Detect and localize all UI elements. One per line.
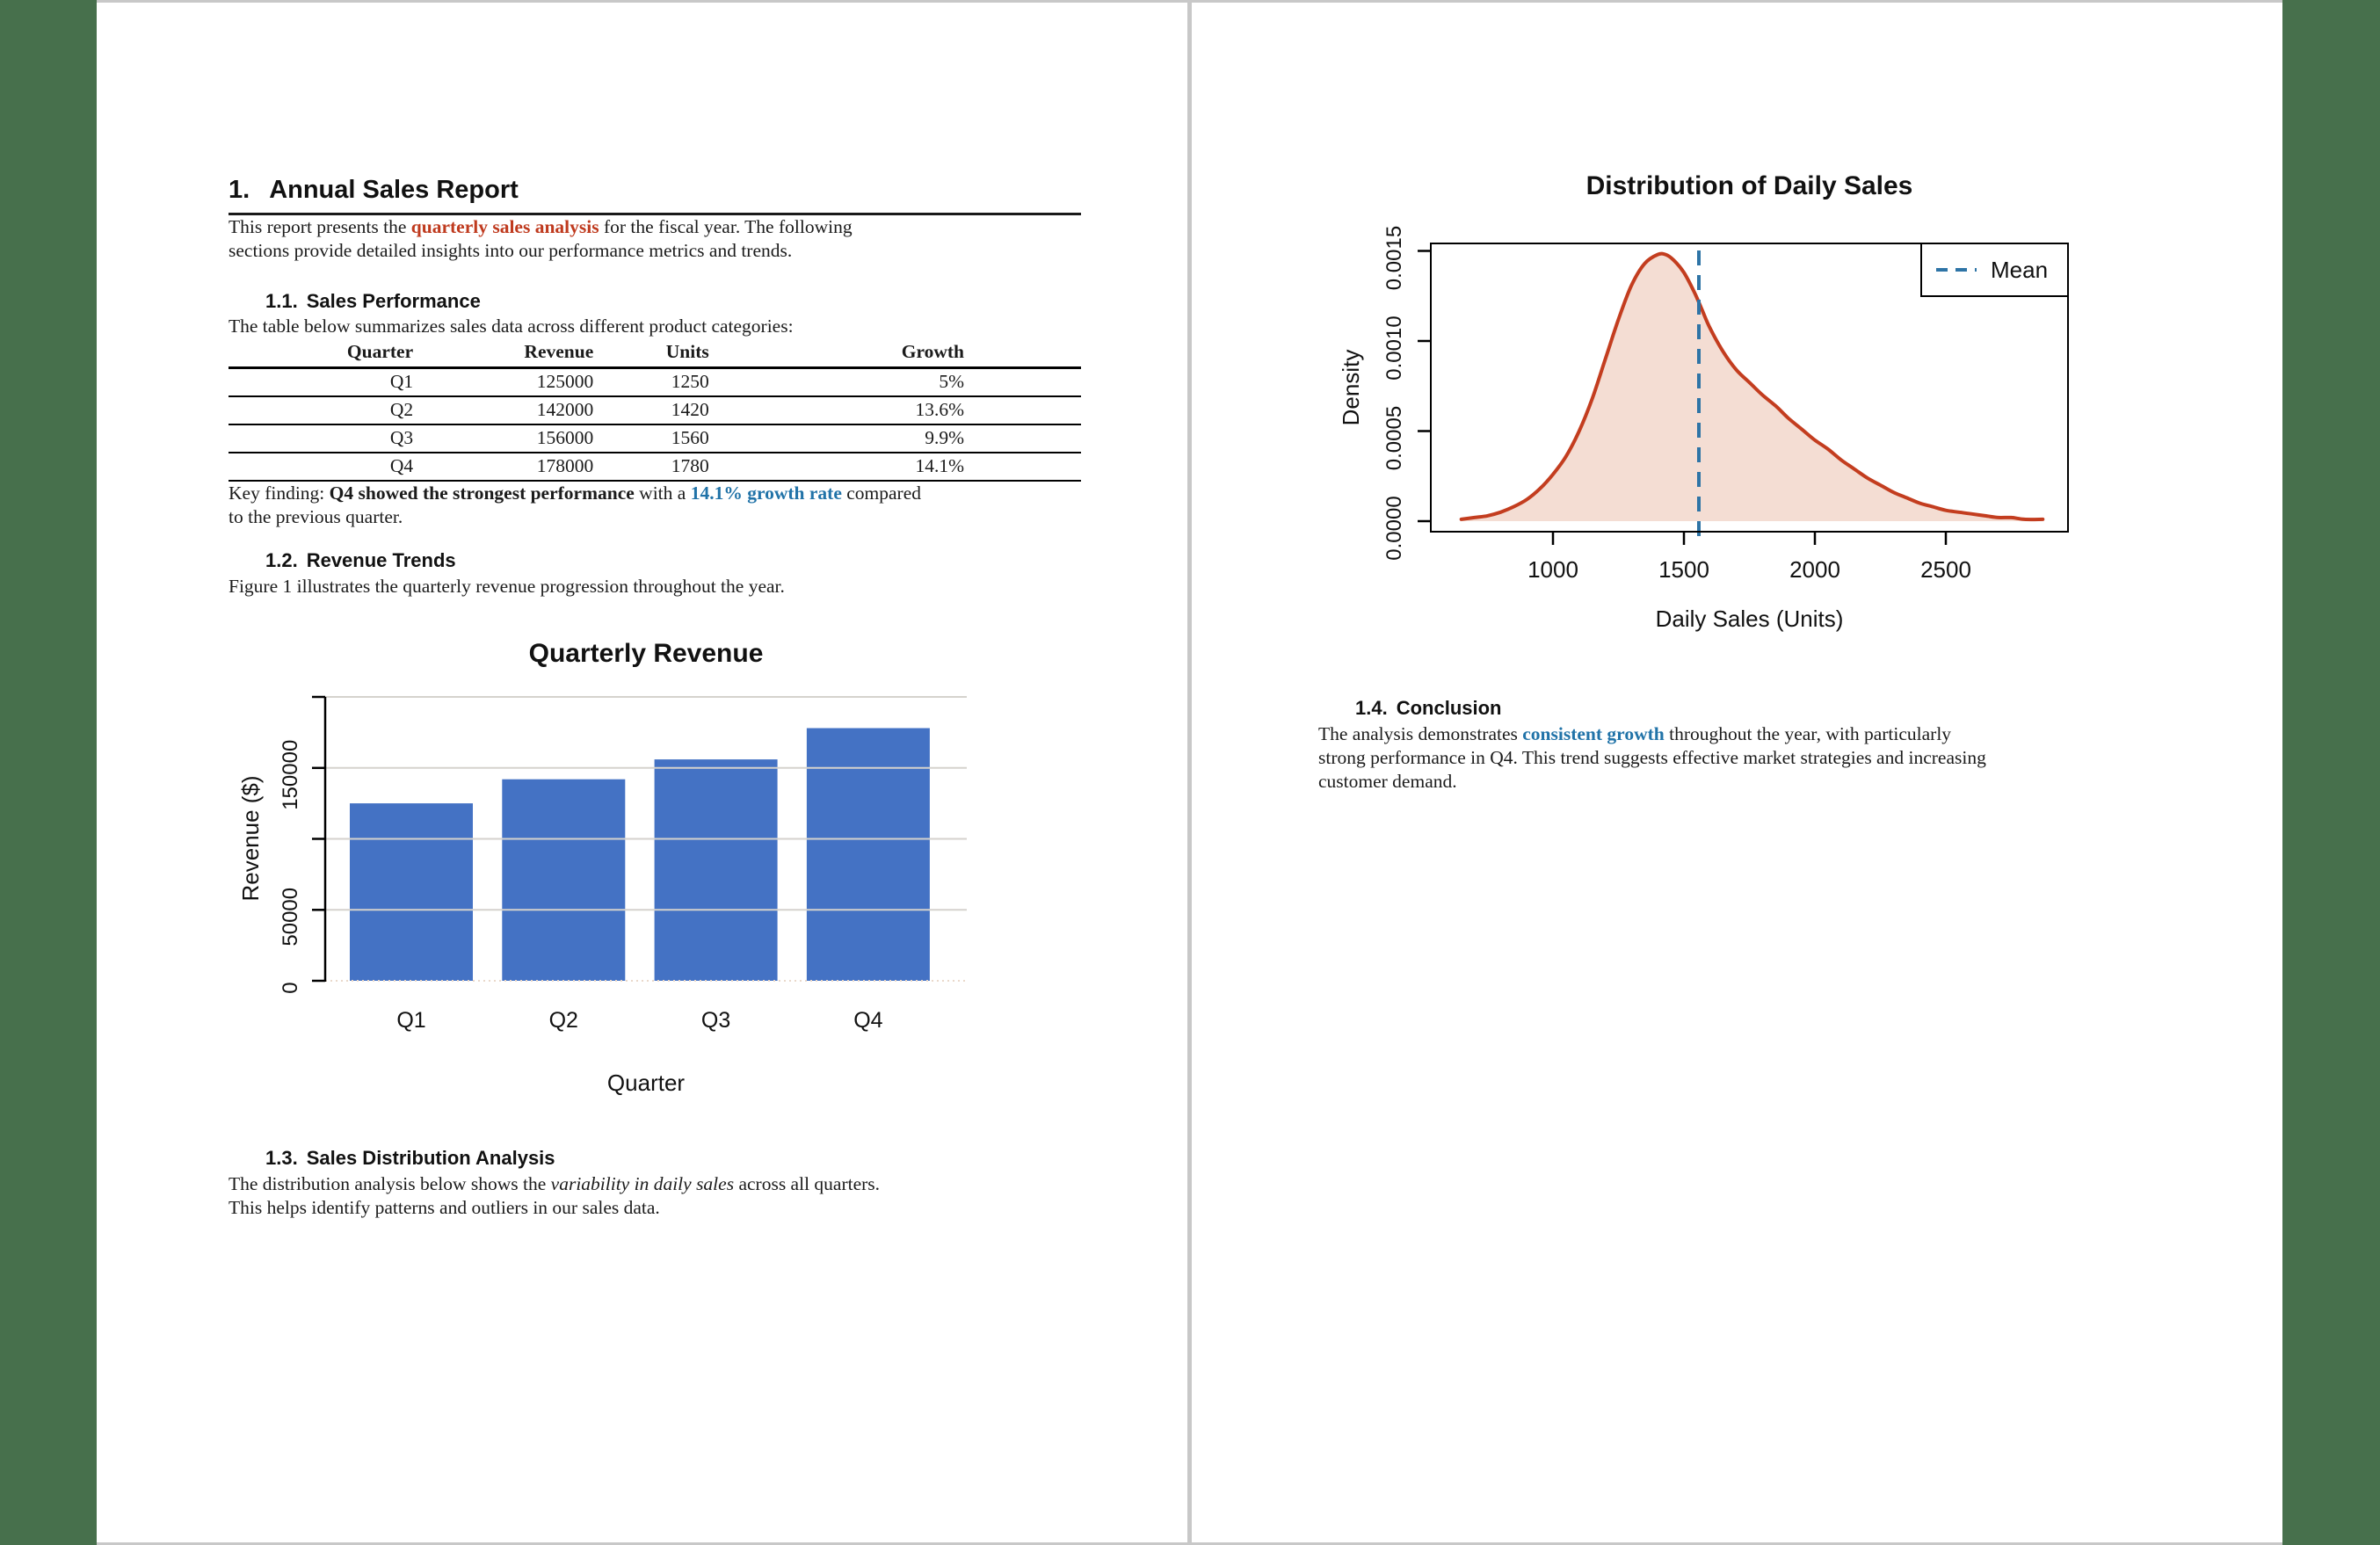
bar-chart-y-axis-label: Revenue ($)	[237, 775, 264, 902]
report-title-text: Annual Sales Report	[269, 176, 519, 204]
section-1-3-heading	[265, 1146, 1081, 1170]
x-tick-label: 1000	[1527, 556, 1578, 583]
x-category-label: Q3	[700, 1008, 731, 1033]
table-cell: 142000	[413, 396, 593, 424]
legend	[1921, 243, 2068, 296]
text-run: Key finding:	[229, 482, 330, 504]
table-cell: Q2	[229, 396, 413, 424]
table-cell: 1250	[593, 368, 708, 397]
sales-table	[229, 340, 1081, 482]
table-cell: 5%	[709, 368, 1081, 397]
pages-row	[97, 0, 2282, 1545]
text-run: with a	[634, 482, 691, 504]
section-1-3-number: 1.3.	[265, 1147, 298, 1169]
text-run: throughout the year, with particularly	[1664, 723, 1952, 744]
daily-sales-distribution-chart	[1338, 170, 2086, 633]
figure-1-caption-paragraph	[229, 575, 1081, 598]
y-tick-label: 0.0010	[1382, 316, 1406, 381]
table-cell: 13.6%	[709, 396, 1081, 424]
section-1-2-title: Revenue Trends	[306, 549, 456, 571]
y-tick-label: 0.0015	[1382, 225, 1406, 291]
conclusion-paragraph	[1318, 722, 2180, 794]
column-header-growth: Growth	[709, 340, 1081, 368]
column-header-revenue: Revenue	[413, 340, 593, 368]
section-1-2-number: 1.2.	[265, 549, 298, 571]
report-title	[229, 175, 1081, 215]
table-cell: 1780	[593, 453, 708, 481]
section-1-2-heading	[265, 548, 1081, 572]
table-cell: Q1	[229, 368, 413, 397]
distribution-intro-paragraph	[229, 1172, 1081, 1220]
sales-table-body	[229, 368, 1081, 482]
quarterly-revenue-chart	[224, 637, 980, 1097]
section-1-4-heading	[1355, 696, 2180, 720]
text-run: strong performance in Q4. This trend suggests effective market strategies and increasing	[1318, 747, 1986, 768]
table-intro-paragraph	[229, 315, 1081, 338]
table-cell: 156000	[413, 424, 593, 453]
text-run: consistent growth	[1522, 723, 1665, 744]
intro-paragraph	[229, 215, 1081, 263]
table-row	[229, 368, 1081, 397]
x-category-label: Q4	[853, 1008, 883, 1033]
text-run: sections provide detailed insights into our performance metrics and trends.	[229, 240, 793, 261]
sales-table-header	[229, 340, 1081, 368]
bar-chart-title: Quarterly Revenue	[528, 639, 764, 668]
text-run: This report presents the	[229, 216, 411, 237]
table-cell: 9.9%	[709, 424, 1081, 453]
text-run: Q4 showed the strongest performance	[329, 482, 635, 504]
density-chart-title: Distribution of Daily Sales	[1585, 171, 1913, 200]
bar-q1	[350, 803, 473, 981]
table-row	[229, 424, 1081, 453]
text-run: quarterly sales analysis	[410, 216, 599, 237]
table-row	[229, 396, 1081, 424]
key-finding-paragraph	[229, 482, 1081, 529]
section-1-3-title: Sales Distribution Analysis	[306, 1147, 555, 1169]
y-tick-label: 50000	[279, 887, 302, 947]
text-run: variability in daily sales	[550, 1173, 735, 1194]
table-header-row	[229, 340, 1081, 368]
page-2	[1192, 3, 2282, 1542]
bar-q3	[655, 759, 778, 981]
section-1-4-number: 1.4.	[1355, 697, 1388, 719]
text-run: 14.1% growth rate	[690, 482, 842, 504]
x-tick-label: 2500	[1920, 556, 1971, 583]
text-run: compared	[841, 482, 922, 504]
x-category-label: Q2	[548, 1008, 578, 1033]
section-1-1-number: 1.1.	[265, 290, 298, 312]
table-cell: 125000	[413, 368, 593, 397]
table-cell: 1560	[593, 424, 708, 453]
bar-chart-plot	[224, 695, 980, 1047]
section-1-4-title: Conclusion	[1396, 697, 1502, 719]
bar-q4	[807, 729, 930, 982]
table-cell: 178000	[413, 453, 593, 481]
section-1-1-title: Sales Performance	[306, 290, 481, 312]
page-1	[97, 3, 1187, 1542]
report-title-number: 1.	[229, 176, 250, 204]
column-header-units: Units	[593, 340, 708, 368]
y-tick-label: 0	[279, 982, 302, 994]
y-tick-label: 150000	[279, 739, 302, 810]
text-run: Figure 1 illustrates the quarterly revenue progression throughout the year.	[229, 576, 785, 597]
text-run: customer demand.	[1318, 771, 1457, 792]
text-run: across all quarters.	[734, 1173, 881, 1194]
table-cell: Q4	[229, 453, 413, 481]
section-1-1-heading	[265, 289, 1081, 313]
table-cell: 14.1%	[709, 453, 1081, 481]
bar-chart-x-axis-label: Quarter	[606, 1070, 686, 1096]
table-cell: 1420	[593, 396, 708, 424]
density-chart-x-axis-label: Daily Sales (Units)	[1655, 606, 1844, 632]
text-run: This helps identify patterns and outliers in our sales data.	[229, 1197, 660, 1218]
x-category-label: Q1	[396, 1008, 426, 1033]
text-run: The table below summarizes sales data across different product categories:	[229, 316, 794, 337]
table-cell: Q3	[229, 424, 413, 453]
table-row	[229, 453, 1081, 481]
text-run: The analysis demonstrates	[1318, 723, 1523, 744]
text-run: for the fiscal year. The following	[599, 216, 853, 237]
text-run: The distribution analysis below shows the	[229, 1173, 551, 1194]
x-tick-label: 2000	[1789, 556, 1840, 583]
column-header-quarter: Quarter	[229, 340, 413, 368]
density-chart-y-axis-label: Density	[1338, 349, 1364, 426]
y-tick-label: 0.0005	[1382, 405, 1406, 471]
y-tick-label: 0.0000	[1382, 496, 1406, 561]
text-run: to the previous quarter.	[229, 506, 403, 527]
bar-q2	[502, 780, 625, 981]
x-tick-label: 1500	[1658, 556, 1709, 583]
density-chart-plot	[1356, 208, 2086, 613]
legend-mean-label: Mean	[1991, 257, 2049, 283]
